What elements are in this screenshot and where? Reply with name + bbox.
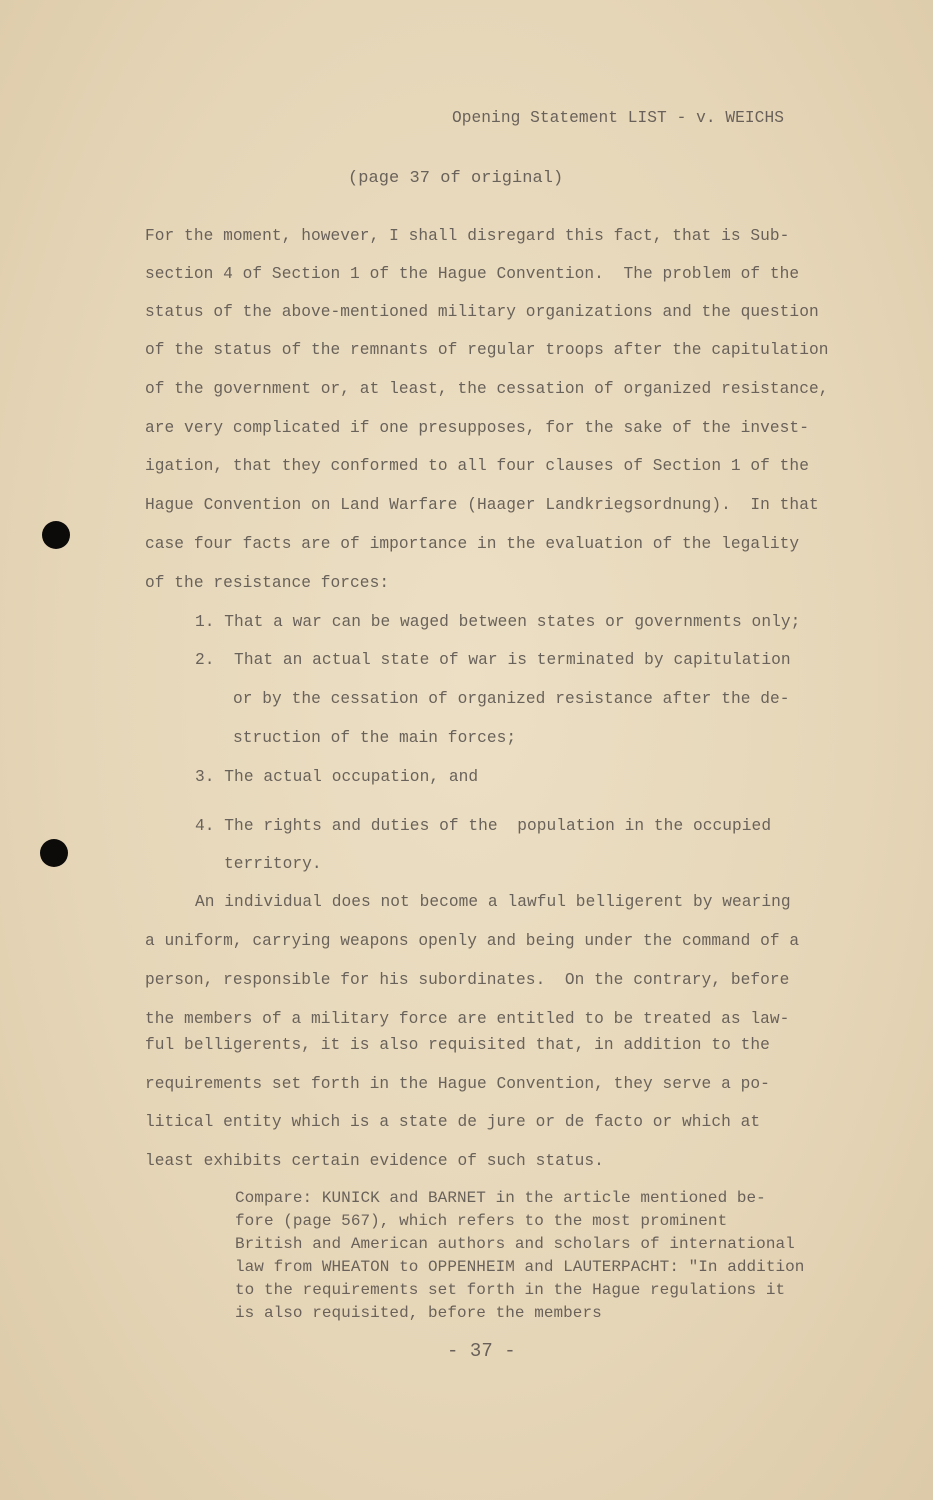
fact-item-continuation: struction of the main forces; xyxy=(233,729,517,747)
paragraph-line: An individual does not become a lawful belligerent by wearing xyxy=(195,893,791,911)
paragraph-line: igation, that they conformed to all four clauses of Section 1 of the xyxy=(145,457,809,475)
fact-item: 1. That a war can be waged between states or governments only; xyxy=(195,613,801,631)
paragraph-line: of the government or, at least, the cessation of organized resistance, xyxy=(145,380,829,398)
footnote-line: British and American authors and scholars of international xyxy=(235,1235,795,1253)
fact-item: 3. The actual occupation, and xyxy=(195,768,479,786)
paragraph-line: ful belligerents, it is also requisited that, in addition to the xyxy=(145,1036,770,1054)
paragraph-line: are very complicated if one presupposes, for the sake of the invest- xyxy=(145,419,809,437)
paragraph-line: status of the above-mentioned military organizations and the question xyxy=(145,303,819,321)
paragraph-line: For the moment, however, I shall disregard this fact, that is Sub- xyxy=(145,227,790,245)
paragraph-line: section 4 of Section 1 of the Hague Convention. The problem of the xyxy=(145,265,800,283)
paragraph-line: requirements set forth in the Hague Convention, they serve a po- xyxy=(145,1075,770,1093)
footnote-line: Compare: KUNICK and BARNET in the article mentioned be- xyxy=(235,1189,766,1207)
punch-hole xyxy=(40,839,68,867)
paragraph-line: of the status of the remnants of regular troops after the capitulation xyxy=(145,341,829,359)
fact-item-continuation: territory. xyxy=(224,855,322,873)
punch-hole xyxy=(42,521,70,549)
footnote-line: fore (page 567), which refers to the most prominent xyxy=(235,1212,728,1230)
paragraph-line: Hague Convention on Land Warfare (Haager Landkriegsordnung). In that xyxy=(145,496,819,514)
paragraph-line: of the resistance forces: xyxy=(145,574,390,592)
original-page-note: (page 37 of original) xyxy=(348,169,564,188)
paragraph-line: the members of a military force are entitled to be treated as law- xyxy=(145,1010,790,1028)
paragraph-line: case four facts are of importance in the evaluation of the legality xyxy=(145,535,800,553)
page-number: - 37 - xyxy=(447,1340,516,1362)
paragraph-line: a uniform, carrying weapons openly and being under the command of a xyxy=(145,932,800,950)
paragraph-line: litical entity which is a state de jure or de facto or which at xyxy=(145,1113,761,1131)
fact-item: 2. That an actual state of war is terminated by capitulation xyxy=(195,651,791,669)
fact-item: 4. The rights and duties of the population in the occupied xyxy=(195,817,772,835)
paragraph-line: person, responsible for his subordinates. On the contrary, before xyxy=(145,971,790,989)
footnote-line: is also requisited, before the members xyxy=(235,1304,602,1322)
footnote-line: to the requirements set forth in the Hague regulations it xyxy=(235,1281,786,1299)
footnote-line: law from WHEATON to OPPENHEIM and LAUTERPACHT: "In addition xyxy=(235,1258,805,1276)
fact-item-continuation: or by the cessation of organized resistance after the de- xyxy=(233,690,790,708)
document-header: Opening Statement LIST - v. WEICHS xyxy=(452,109,784,127)
paragraph-line: least exhibits certain evidence of such status. xyxy=(145,1152,604,1170)
